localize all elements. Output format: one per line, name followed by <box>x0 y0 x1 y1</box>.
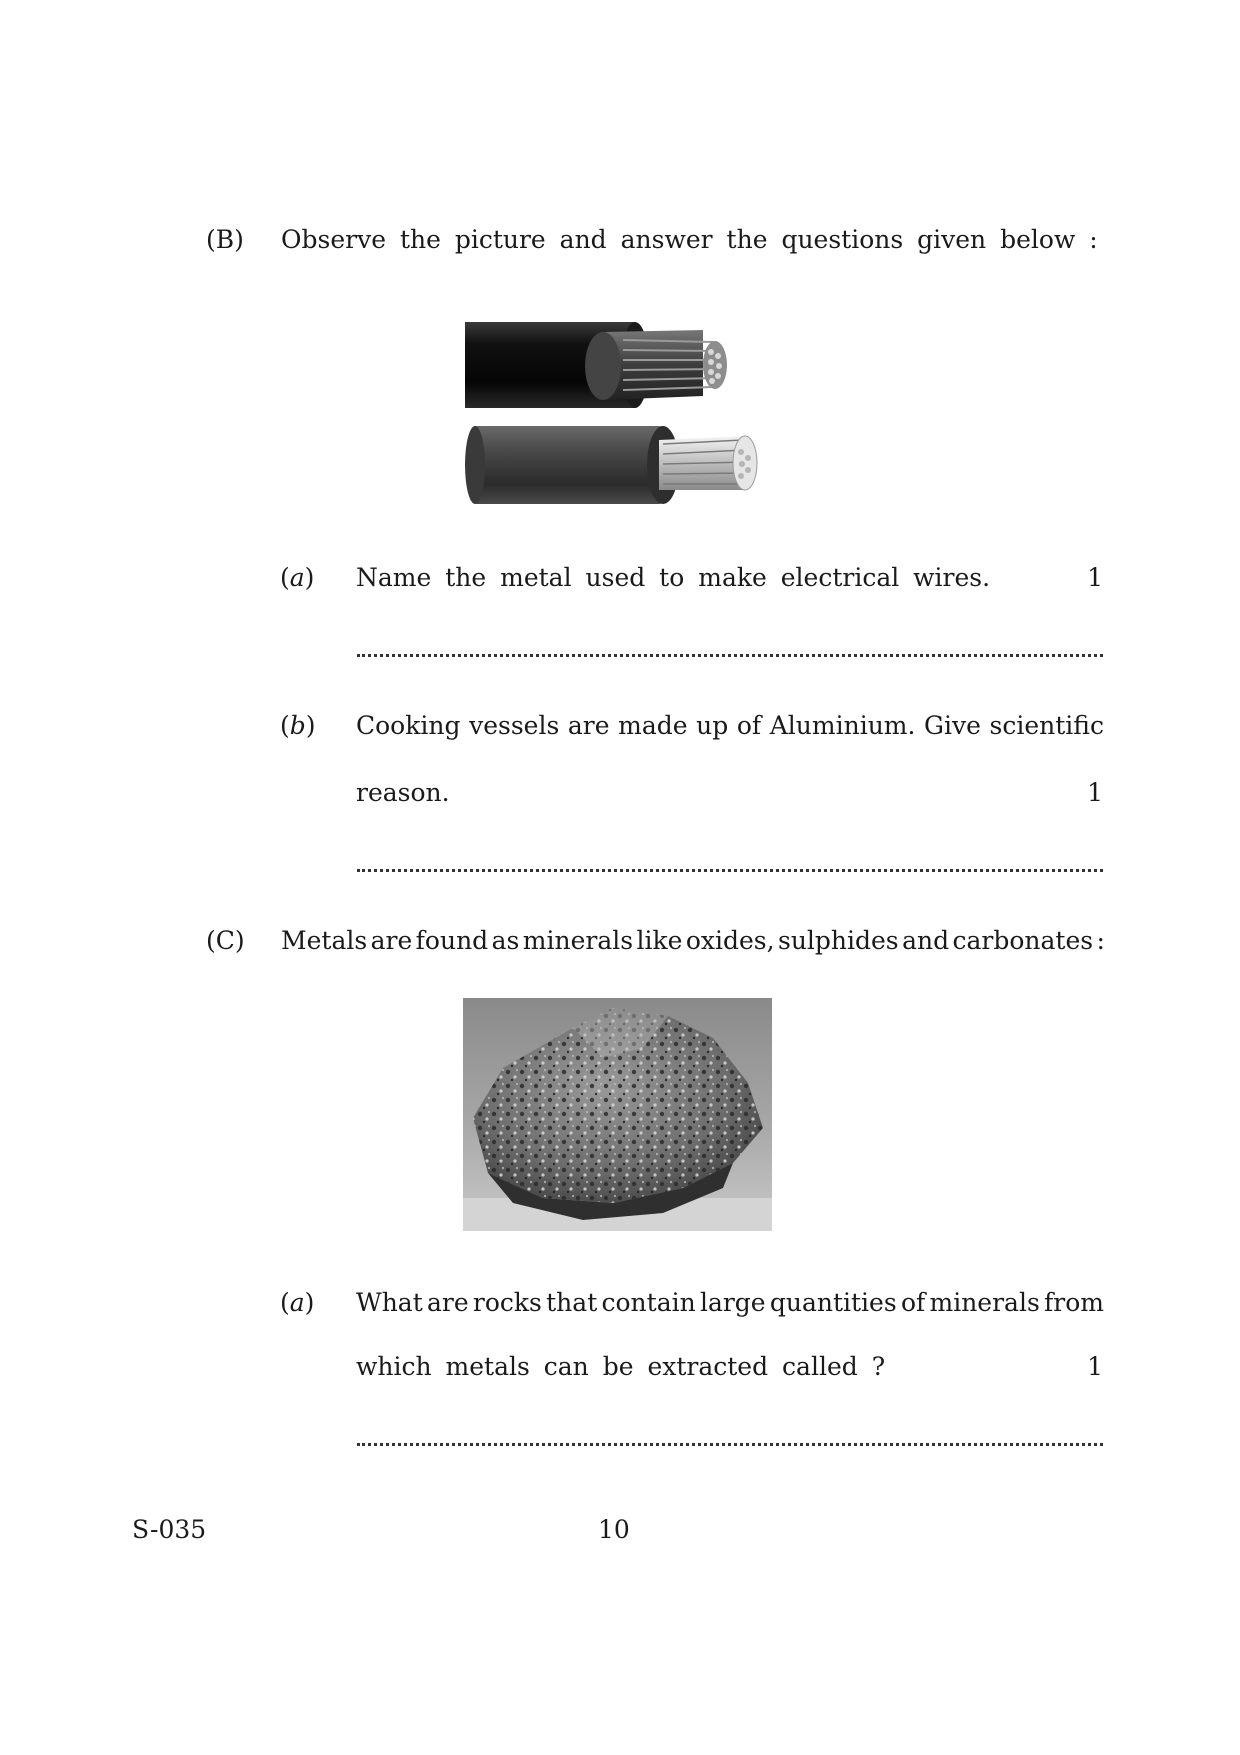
question-b-b-line1: Cooking vessels are made up of Aluminium. Give scientific <box>356 711 1104 740</box>
ore-rock-image <box>463 998 772 1231</box>
section-c-prompt: Metals are found as minerals like oxides, sulphides and carbonates : <box>281 926 1105 955</box>
question-b-b-line2: reason. <box>356 778 450 807</box>
section-b-label: (B) <box>206 225 244 254</box>
question-c-a-line2: which metals can be extracted called ? <box>356 1352 886 1381</box>
question-b-a-label: (a) <box>280 563 315 592</box>
question-b-a-text: Name the metal used to make electrical wires. <box>356 563 991 592</box>
section-c-label: (C) <box>206 926 245 955</box>
answer-line-c-a[interactable] <box>357 1443 1103 1446</box>
section-b-prompt: Observe the picture and answer the questions given below : <box>281 225 1098 254</box>
answer-line-b-a[interactable] <box>357 654 1103 657</box>
question-c-a-line1: What are rocks that contain large quantities of minerals from <box>356 1288 1104 1317</box>
question-b-b-marks: 1 <box>1087 778 1103 807</box>
question-c-a-label: (a) <box>280 1288 315 1317</box>
answer-line-b-b[interactable] <box>357 869 1103 872</box>
paper-code: S-035 <box>132 1515 207 1544</box>
electrical-wires-image <box>463 318 783 508</box>
page-number: 10 <box>598 1515 630 1544</box>
question-b-b-label: (b) <box>280 711 316 740</box>
question-c-a-marks: 1 <box>1087 1352 1103 1381</box>
question-b-a-marks: 1 <box>1087 563 1103 592</box>
